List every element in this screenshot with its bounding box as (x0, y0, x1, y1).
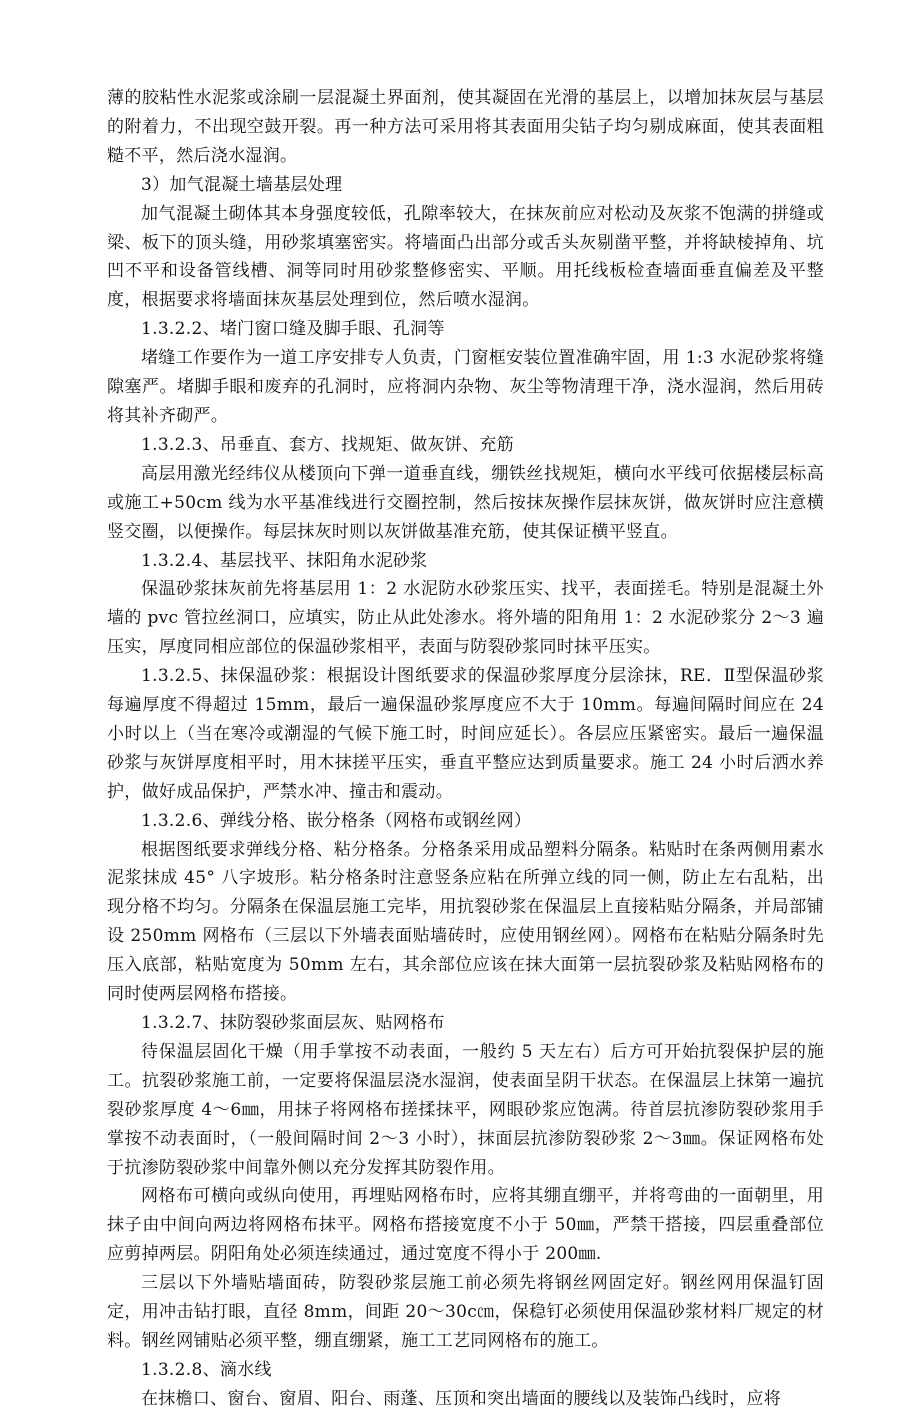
paragraph-aerated-concrete: 加气混凝土砌体其本身强度较低，孔隙率较大，在抹灰前应对松动及灰浆不饱满的拼缝或梁、板下的顶头缝，用砂浆填塞密实。将墙面凸出部分或舌头灰剔凿平整，并将缺棱掉角、坑凹不平和设备管线槽、洞等同时用砂浆整修密实、平顺。用托线板检查墙面垂直偏差及平整度，根据要求将墙面抹灰基层处理到位，然后喷水湿润。 (107, 203, 824, 311)
paragraph-leveling: 保温砂浆抹灰前先将基层用 1：2 水泥防水砂浆压实、找平，表面搓毛。特别是混凝土外墙的 pvc 管拉丝洞口，应填实，防止从此处渗水。将外墙的阳角用 1：2 水泥砂浆分 2～3 遍压实，厚度同相应部位的保温砂浆相平，表面与防裂砂浆同时抹平压实。 (107, 579, 824, 658)
paragraph-dividing-strips: 根据图纸要求弹线分格、粘分格条。分格条采用成品塑料分隔条。粘贴时在条两侧用素水泥浆抹成 45° 八字坡形。粘分格条时注意竖条应粘在所弹立线的同一侧，防止左右乱粘，出现分格不均匀。分隔条在保温层施工完毕，用抗裂砂浆在保温层上直接粘贴分隔条，并局部铺设 250mm 网格布（三层以下外墙表面贴墙砖时，应使用钢丝网）。网格布在粘贴分隔条时先压入底部，粘贴宽度为 50mm 左右，其余部位应该在抹大面第一层抗裂砂浆及粘贴网格布的同时使两层网格布搭接。 (107, 839, 824, 1005)
heading-aerated-concrete: 3）加气混凝土墙基层处理 (141, 174, 343, 195)
paragraph-steel-mesh: 三层以下外墙贴墙面砖，防裂砂浆层施工前必须先将钢丝网固定好。钢丝网用保温钉固定，用冲击钻打眼，直径 8mm，间距 20～30c㎝，保稳钉必须使用保温砂浆材料厂规定的材料。钢丝网铺贴必须平整，绷直绷紧，施工工艺同网格布的施工。 (107, 1273, 824, 1351)
heading-1-3-2-6: 1.3.2.6、弹线分格、嵌分格条（网格布或钢丝网） (141, 810, 532, 831)
paragraph-anti-crack-mortar: 待保温层固化干燥（用手掌按不动表面，一般约 5 天左右）后方可开始抗裂保护层的施工。抗裂砂浆施工前，一定要将保温层浇水湿润，使表面呈阴干状态。在保温层上抹第一遍抗裂砂浆厚度 4～6㎜，用抹子将网格布搓揉抹平，网眼砂浆应饱满。待首层抗渗防裂砂浆用手掌按不动表面时，（一般间隔时间 2～3 小时），抹面层抗渗防裂砂浆 2～3㎜。保证网格布处于抗渗防裂砂浆中间靠外侧以充分发挥其防裂作用。 (107, 1041, 824, 1178)
heading-1-3-2-2: 1.3.2.2、堵门窗口缝及脚手眼、孔洞等 (141, 319, 445, 340)
paragraph-mesh-laying: 网格布可横向或纵向使用，再埋贴网格布时，应将其绷直绷平，并将弯曲的一面朝里，用抹子由中间向两边将网格布抹平。网格布搭接宽度不小于 50㎜，严禁干搭接，四层重叠部位应剪掉两层。阴阳角处必须连续通过，通过宽度不得小于 200㎜. (107, 1186, 824, 1265)
heading-1-3-2-8: 1.3.2.8、滴水线 (141, 1359, 272, 1380)
heading-1-3-2-3: 1.3.2.3、吊垂直、套方、找规矩、做灰饼、充筋 (141, 434, 514, 455)
paragraph-drip-line: 在抹檐口、窗台、窗眉、阳台、雨蓬、压顶和突出墙面的腰线以及装饰凸线时，应将 (141, 1388, 782, 1409)
heading-1-3-2-4: 1.3.2.4、基层找平、抹阳角水泥砂浆 (141, 550, 428, 571)
paragraph-seal-gaps: 堵缝工作要作为一道工序安排专人负责，门窗框安装位置准确牢固，用 1:3 水泥砂浆将缝隙塞严。堵脚手眼和废弃的孔洞时，应将洞内杂物、灰尘等物清理干净，浇水湿润，然后用砖将其补齐砌严。 (107, 348, 824, 426)
paragraph-plumb-lines: 高层用激光经纬仪从楼顶向下弹一道垂直线，绷铁丝找规矩，横向水平线可依据楼层标高或施工+50cm 线为水平基准线进行交圈控制，然后按抹灰操作层抹灰饼，做灰饼时应注意横竖交圈，以便操作。每层抹灰时则以灰饼做基准充筋，使其保证横平竖直。 (107, 463, 824, 542)
heading-1-3-2-7: 1.3.2.7、抹防裂砂浆面层灰、贴网格布 (141, 1013, 445, 1033)
paragraph-1-3-2-5-insulation-mortar: 1.3.2.5、抹保温砂浆：根据设计图纸要求的保温砂浆厚度分层涂抹，RE．Ⅱ型保温砂浆每遍厚度不得超过 15mm，最后一遍保温砂浆厚度应不大于 10mm。每遍间隔时间应在 24 小时以上（当在寒冷或潮湿的气候下施工时，时间应延长）。各层应压紧密实。最后一遍保温砂浆与灰饼厚度相平时，用木抹搓平压实，垂直平整应达到质量要求。施工 24 小时后洒水养护，做好成品保护，严禁水冲、撞击和震动。 (107, 666, 824, 802)
paragraph-base-treatment-end: 薄的胶粘性水泥浆或涂刷一层混凝土界面剂，使其凝固在光滑的基层上，以增加抹灰层与基层的附着力，不出现空鼓开裂。再一种方法可采用将其表面用尖钻子均匀剔成麻面，使其表面粗糙不平，然后浇水湿润。 (107, 88, 824, 166)
